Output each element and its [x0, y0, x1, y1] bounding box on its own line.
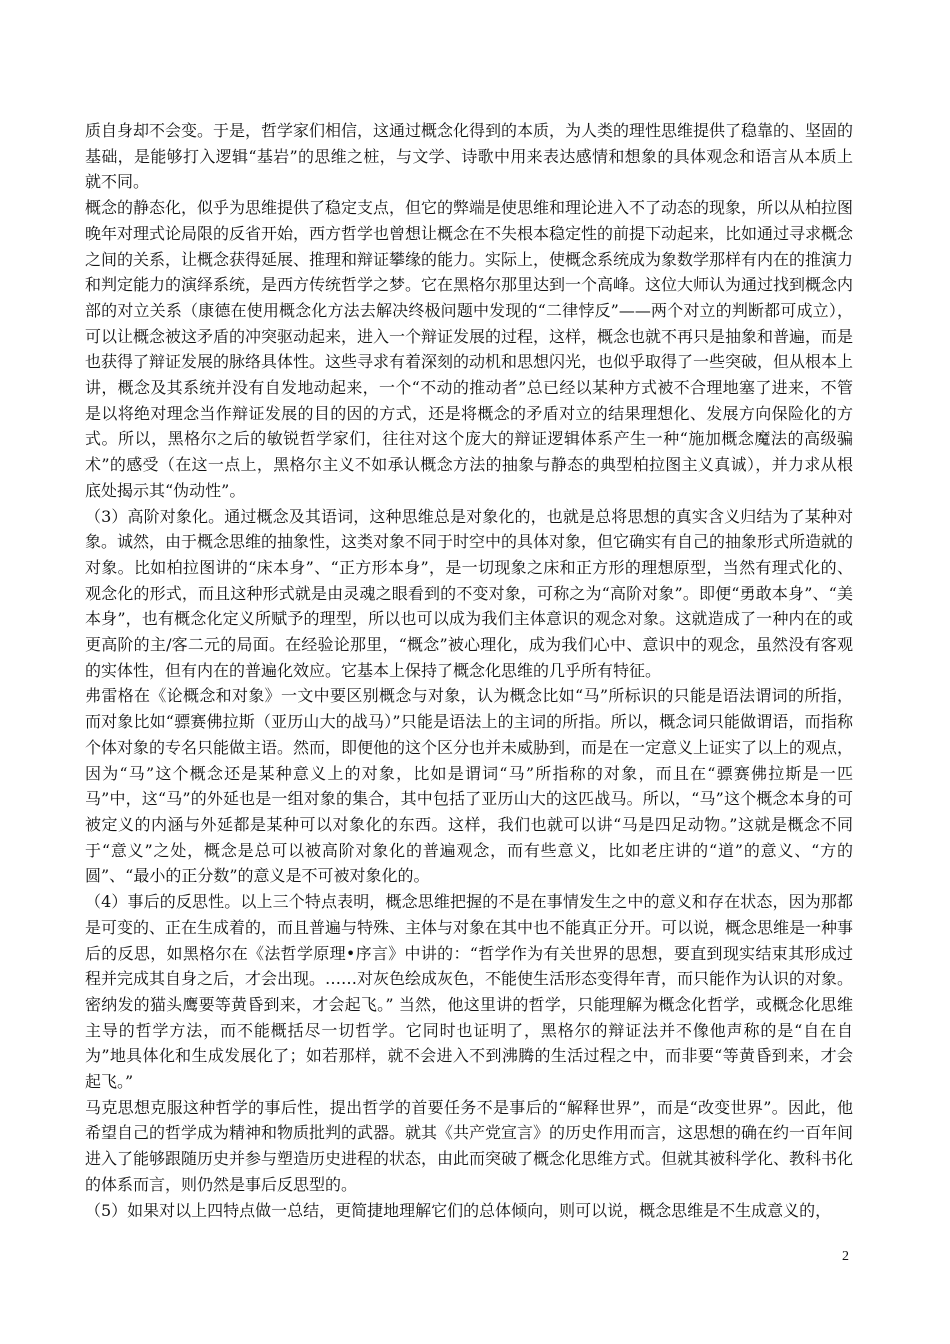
paragraph-3: （3）高阶对象化。通过概念及其语词，这种思维总是对象化的，也就是总将思想的真实含义归结为了某种对象。诚然，由于概念思维的抽象性，这类对象不同于时空中的具体对象，但它确实有自己的抽象形式所造就的对象。比如柏拉图讲的“床本身”、“正方形本身”，是一切现象之床和正方形的理想原型，当然有理式化的、观念化的形式，而且这种形式就是由灵魂之眼看到的不变对象，可称之为“高阶对象”。即便“勇敢本身”、“美本身”，也有概念化定义所赋予的理型，所以也可以成为我们主体意识的观念对象。这就造成了一种内在的或更高阶的主/客二元的局面。在经验论那里，“概念”被心理化，成为我们心中、意识中的观念，虽然没有客观的实体性，但有内在的普遍化效应。它基本上保持了概念化思维的几乎所有特征。	[85, 506, 854, 680]
paragraph-1: 质自身却不会变。于是，哲学家们相信，这通过概念化得到的本质，为人类的理性思维提供了稳靠的、坚固的基础，是能够打入逻辑“基岩”的思维之桩，与文学、诗歌中用来表达感情和想象的具体观念和语言从本质上就不同。	[85, 121, 854, 192]
paragraph-7: （5）如果对以上四特点做一总结，更简捷地理解它们的总体倾向，则可以说，概念思维是不生成意义的，	[85, 1200, 832, 1220]
page-number: 2	[842, 1249, 849, 1264]
paragraph-2: 概念的静态化，似乎为思维提供了稳定支点，但它的弊端是使思维和理论进入不了动态的现象，所以从柏拉图晚年对理式论局限的反省开始，西方哲学也曾想让概念在不失根本稳定性的前提下动起来，比如通过寻求概念之间的关系，让概念获得延展、推理和辩证攀缘的能力。实际上，使概念系统成为象数学那样有内在的推演力和判定能力的演绎系统，是西方传统哲学之梦。它在黑格尔那里达到一个高峰。这位大师认为通过找到概念内部的对立关系（康德在使用概念化方法去解决终极问题中发现的“二律悖反”——两个对立的判断都可成立），可以让概念被这矛盾的冲突驱动起来，进入一个辩证发展的过程，这样，概念也就不再只是抽象和普遍，而是也获得了辩证发展的脉络具体性。这些寻求有着深刻的动机和思想闪光，也似乎取得了一些突破，但从根本上讲，概念及其系统并没有自发地动起来，一个“不动的推动者”总已经以某种方式被不合理地塞了进来，不管是以将绝对理念当作辩证发展的目的因的方式，还是将概念的矛盾对立的结果理想化、发展方向保险化的方式。所以，黑格尔之后的敏锐哲学家们，往往对这个庞大的辩证逻辑体系产生一种“施加概念魔法的高级骗术”的感受（在这一点上，黑格尔主义不如承认概念方法的抽象与静态的典型柏拉图主义真诚），并力求从根底处揭示其“伪动性”。	[85, 198, 854, 500]
paragraph-6: 马克思想克服这种哲学的事后性，提出哲学的首要任务不是事后的“解释世界”，而是“改变世界”。因此，他希望自己的哲学成为精神和物质批判的武器。就其《共产党宣言》的历史作用而言，这思想的确在约一百年间进入了能够跟随历史并参与塑造历史进程的状态，由此而突破了概念化思维方式。但就其被科学化、教科书化的体系而言，则仍然是事后反思型的。	[85, 1097, 854, 1194]
body-text	[85, 118, 853, 1223]
paragraph-4: 弗雷格在《论概念和对象》一文中要区别概念与对象，认为概念比如“马”所标识的只能是语法谓词的所指，而对象比如“骠赛佛拉斯（亚历山大的战马）”只能是语法上的主词的所指。所以，概念词只能做谓语，而指称个体对象的专名只能做主语。然而，即便他的这个区分也并未威胁到，而是在一定意义上证实了以上的观点，因为“马”这个概念还是某种意义上的对象，比如是谓词“马”所指称的对象，而且在“骠赛佛拉斯是一匹马”中，这“马”的外延也是一组对象的集合，其中包括了亚历山大的这匹战马。所以，“马”这个概念本身的可被定义的内涵与外延都是某种可以对象化的东西。这样，我们也就可以讲“马是四足动物。”这就是概念不同于“意义”之处，概念是总可以被高阶对象化的普遍观念，而有些意义，比如老庄讲的“道”的意义、“方的圆”、“最小的正分数”的意义是不可被对象化的。	[85, 686, 854, 886]
paragraph-5: （4）事后的反思性。以上三个特点表明，概念思维把握的不是在事情发生之中的意义和存在状态，因为那都是可变的、正在生成着的，而且普遍与特殊、主体与对象在其中也不能真正分开。可以说，概念思维是一种事后的反思，如黑格尔在《法哲学原理•序言》中讲的：“哲学作为有关世界的思想，要直到现实结束其形成过程并完成其自身之后，才会出现。……对灰色绘成灰色，不能使生活形态变得年青，而只能作为认识的对象。密纳发的猫头鹰要等黄昏到来，才会起飞。” 当然，他这里讲的哲学，只能理解为概念化哲学，或概念化思维主导的哲学方法，而不能概括尽一切哲学。它同时也证明了，黑格尔的辩证法并不像他声称的是“自在自为”地具体化和生成发展化了；如若那样，就不会进入不到沸腾的生活过程之中，而非要“等黄昏到来，才会起飞。”	[85, 892, 854, 1092]
